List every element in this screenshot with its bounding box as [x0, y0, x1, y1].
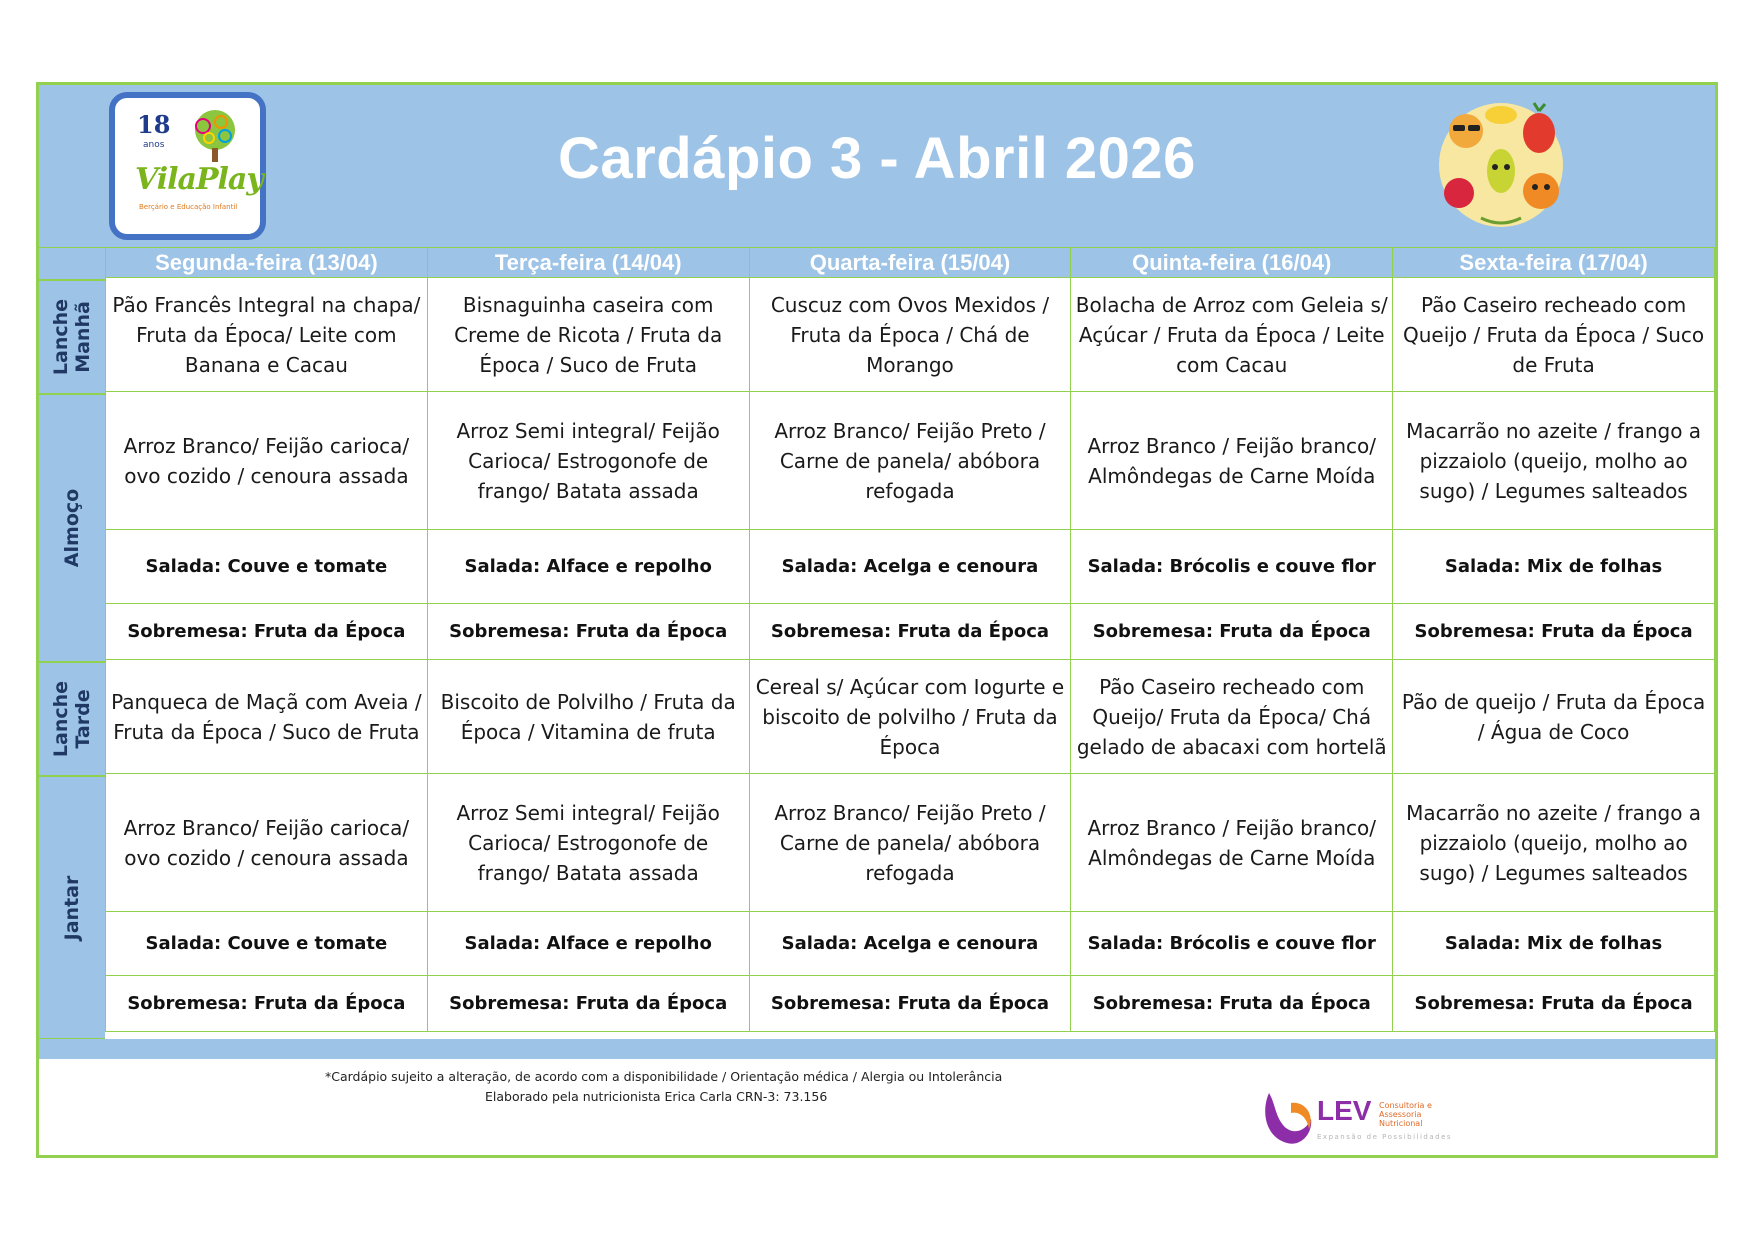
meal-cell: Panqueca de Maçã com Aveia / Fruta da Época / Suco de Fruta — [106, 660, 428, 774]
meal-cell: Pão Caseiro recheado com Queijo/ Fruta da Época/ Chá gelado de abacaxi com hortelã — [1071, 660, 1393, 774]
days-header-row — [106, 248, 1715, 278]
jantar-salada-row — [106, 912, 1715, 976]
section-label-almoco: Almoço — [39, 394, 105, 662]
salad-cell: Salada: Alface e repolho — [427, 912, 749, 976]
meal-cell: Pão Caseiro recheado com Queijo / Fruta da Época / Suco de Fruta — [1393, 278, 1715, 392]
day-header: Sexta-feira (17/04) — [1393, 248, 1715, 278]
day-header: Segunda-feira (13/04) — [106, 248, 428, 278]
dessert-cell: Sobremesa: Fruta da Época — [1393, 976, 1715, 1032]
section-label-lanche-tarde: Lanche Tarde — [39, 662, 105, 776]
meal-cell: Bisnaguinha caseira com Creme de Ricota / Fruta da Época / Suco de Fruta — [427, 278, 749, 392]
almoco-salada-row — [106, 530, 1715, 604]
lev-mark-icon — [1261, 1089, 1315, 1149]
lev-line1: Consultoria e — [1379, 1101, 1432, 1110]
logo-anos: anos — [143, 140, 165, 150]
fruit-characters-icon — [1431, 93, 1571, 238]
menu-page — [36, 82, 1718, 1158]
salad-cell: Salada: Mix de folhas — [1393, 912, 1715, 976]
meal-cell: Biscoito de Polvilho / Fruta da Época / Vitamina de fruta — [427, 660, 749, 774]
meal-cell: Arroz Branco/ Feijão Preto / Carne de panela/ abóbora refogada — [749, 392, 1071, 530]
meal-cell: Cuscuz com Ovos Mexidos / Fruta da Época / Chá de Morango — [749, 278, 1071, 392]
meal-cell: Arroz Branco/ Feijão carioca/ ovo cozido / cenoura assada — [106, 774, 428, 912]
meal-cell: Arroz Branco/ Feijão carioca/ ovo cozido / cenoura assada — [106, 392, 428, 530]
lev-line2: Assessoria Nutricional — [1379, 1110, 1423, 1128]
almoco-row — [106, 392, 1715, 530]
meal-cell: Pão de queijo / Fruta da Época / Água de Coco — [1393, 660, 1715, 774]
section-label-jantar: Jantar — [39, 776, 105, 1039]
meal-cell: Arroz Branco / Feijão branco/ Almôndegas de Carne Moída — [1071, 392, 1393, 530]
lanche-manha-row — [106, 278, 1715, 392]
salad-cell: Salada: Brócolis e couve flor — [1071, 912, 1393, 976]
jantar-sobremesa-row — [106, 976, 1715, 1032]
corner-cell — [39, 247, 105, 280]
logo-brand: VilaPlay — [135, 162, 263, 197]
salad-cell: Salada: Acelga e cenoura — [749, 530, 1071, 604]
dessert-cell: Sobremesa: Fruta da Época — [1071, 604, 1393, 660]
dessert-cell: Sobremesa: Fruta da Época — [427, 976, 749, 1032]
section-label-lanche-manha: Lanche Manhã — [39, 280, 105, 394]
meal-cell: Arroz Semi integral/ Feijão Carioca/ Estrogonofe de frango/ Batata assada — [427, 774, 749, 912]
dessert-cell: Sobremesa: Fruta da Época — [106, 976, 428, 1032]
lev-logo — [1261, 1089, 1461, 1149]
dessert-cell: Sobremesa: Fruta da Época — [749, 976, 1071, 1032]
footer-band — [39, 1039, 1715, 1059]
dessert-cell: Sobremesa: Fruta da Época — [1071, 976, 1393, 1032]
dessert-cell: Sobremesa: Fruta da Época — [749, 604, 1071, 660]
logo-subtitle: Berçário e Educação Infantil — [139, 203, 238, 211]
meal-cell: Arroz Branco/ Feijão Preto / Carne de panela/ abóbora refogada — [749, 774, 1071, 912]
meal-cell: Bolacha de Arroz com Geleia s/ Açúcar / Fruta da Época / Leite com Cacau — [1071, 278, 1393, 392]
day-header: Quinta-feira (16/04) — [1071, 248, 1393, 278]
day-header: Terça-feira (14/04) — [427, 248, 749, 278]
meal-cell: Cereal s/ Açúcar com Iogurte e biscoito de polvilho / Fruta da Época — [749, 660, 1071, 774]
lanche-tarde-row — [106, 660, 1715, 774]
lev-tagline: Expansão de Possibilidades — [1317, 1133, 1453, 1141]
salad-cell: Salada: Brócolis e couve flor — [1071, 530, 1393, 604]
day-header: Quarta-feira (15/04) — [749, 248, 1071, 278]
dessert-cell: Sobremesa: Fruta da Época — [106, 604, 428, 660]
salad-cell: Salada: Couve e tomate — [106, 912, 428, 976]
salad-cell: Salada: Couve e tomate — [106, 530, 428, 604]
logo-anniversary: 18 — [137, 110, 171, 139]
menu-table — [105, 247, 1715, 1032]
lev-name: LEV — [1317, 1095, 1372, 1126]
page-title: Cardápio 3 - Abril 2026 — [558, 126, 1196, 191]
footer-author: Elaborado pela nutricionista Erica Carla CRN-3: 73.156 — [485, 1089, 828, 1104]
meal-cell: Arroz Branco / Feijão branco/ Almôndegas de Carne Moída — [1071, 774, 1393, 912]
meal-cell: Arroz Semi integral/ Feijão Carioca/ Estrogonofe de frango/ Batata assada — [427, 392, 749, 530]
header-band — [39, 85, 1715, 247]
meal-cell: Pão Francês Integral na chapa/ Fruta da Época/ Leite com Banana e Cacau — [106, 278, 428, 392]
salad-cell: Salada: Alface e repolho — [427, 530, 749, 604]
salad-cell: Salada: Mix de folhas — [1393, 530, 1715, 604]
lev-consultoria — [1379, 1101, 1461, 1128]
salad-cell: Salada: Acelga e cenoura — [749, 912, 1071, 976]
footer-note: *Cardápio sujeito a alteração, de acordo com a disponibilidade / Orientação médica / Alergia ou Intolerância — [325, 1069, 1003, 1084]
dessert-cell: Sobremesa: Fruta da Época — [427, 604, 749, 660]
meal-cell: Macarrão no azeite / frango a pizzaiolo (queijo, molho ao sugo) / Legumes salteados — [1393, 392, 1715, 530]
meal-cell: Macarrão no azeite / frango a pizzaiolo (queijo, molho ao sugo) / Legumes salteados — [1393, 774, 1715, 912]
dessert-cell: Sobremesa: Fruta da Época — [1393, 604, 1715, 660]
jantar-row — [106, 774, 1715, 912]
almoco-sobremesa-row — [106, 604, 1715, 660]
